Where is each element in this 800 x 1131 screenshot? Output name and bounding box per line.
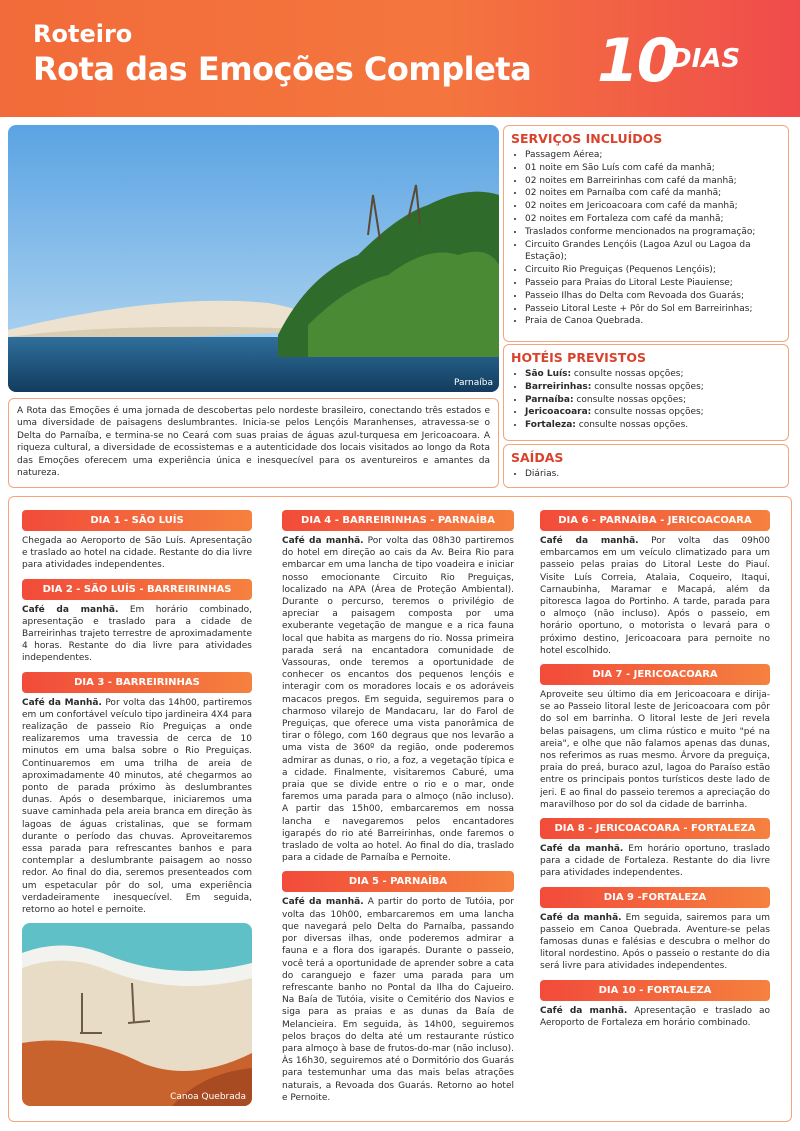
duration-number: 10 — [597, 26, 677, 96]
hotel-city: Barreirinhas: — [525, 381, 592, 392]
day-8-header: DIA 8 - JERICOACOARA - FORTALEZA — [540, 818, 770, 839]
day-4-header: DIA 4 - BARREIRINHAS - PARNAÍBA — [282, 510, 514, 531]
hotels-box — [503, 344, 789, 441]
day-10-text: Café da manhã. Apresentação e traslado ao Aeroporto de Fortaleza em horário combinado. — [540, 1005, 770, 1028]
day-6-text: Café da manhã. Por volta das 09h00 embarcamos em um veículo climatizado para um passeio pelas praias do Litoral Leste do Piauí. Visite Luís Correia, Atalaia, Coqueiro, Itaqui, Carnaubinha, Maramar e Macapá, além da pitoresca lagoa do Portinho. A tarde, parada para o almoço (não incluso). Após o passeio, em horário oportuno, o motorista o levará para o próximo destino, Jericoacoara para pernoite no hotel escolhido. — [540, 536, 770, 656]
departures-box — [503, 444, 789, 488]
day-1-text: Chegada ao Aeroporto de São Luís. Apresentação e traslado ao hotel na cidade. Restante do dia livre para atividades independentes. — [22, 536, 252, 571]
list-item: • Traslados conforme mencionados na programação; — [525, 226, 781, 239]
day-3-text: Café da Manhã. Por volta das 14h00, partiremos em um confortável veículo tipo jardineira 4X4 para realização de passeio Rio Preguiças a onde realizaremos uma travessia de cerca de 10 minutos em uma balsa sobre o Rio Preguiças. Continuaremos em uma trilha de areia de aproximadamente 40 minutos, até chegarmos ao ponto de parada próximo às deslumbrantes dunas. Após o desembarque, iniciaremos uma suave caminhada pela areia branca em direção às lagoas de águas cristalinas, que se formam durante o período das chuvas. Aproveitaremos essa parada para refrescantes banhos e para contemplar a deslumbrante paisagem ao nosso redor. Ao final do dia, seremos presenteados com um espetacular pôr do sol, uma experiência verdadeiramente inesquecível. Em seguida, retorno ao hotel e pernoite. — [22, 697, 252, 916]
hotel-city: Jericoacoara: — [525, 407, 592, 418]
day-5-header: DIA 5 - PARNAÍBA — [282, 871, 514, 892]
departures-list — [511, 468, 781, 481]
hotel-text: consulte nossas opções; — [571, 369, 684, 379]
day-6-header: DIA 6 - PARNAÍBA - JERICOACOARA — [540, 510, 770, 531]
list-item — [525, 381, 781, 394]
itinerary-column-3 — [540, 510, 770, 1036]
itinerary-column-2 — [282, 510, 514, 1111]
itinerary-column-1 — [22, 510, 252, 1106]
list-item: • 02 noites em Fortaleza com café da manhã; — [525, 213, 781, 226]
hotels-title: HOTÉIS PREVISTOS — [511, 350, 646, 365]
list-item: • 02 noites em Barreirinhas com café da manhã; — [525, 175, 781, 188]
list-item: • 01 noite em São Luís com café da manhã; — [525, 162, 781, 175]
day-7-header: DIA 7 - JERICOACOARA — [540, 664, 770, 685]
services-list — [511, 149, 781, 328]
list-item: • Diárias. — [525, 468, 781, 481]
day-5-text: Café da manhã. A partir do porto de Tutóia, por volta das 10h00, embarcaremos em uma lancha que navegará pelo Delta do Parnaíba, passando por diversas ilhas, onde poderemos admirar a fauna e a flora dos igarapés. Durante o passeio, você terá a oportunidade de aprender sobre a cata do caranguejo e fazer uma parada para um refrescante banho no Pontal da Ilha do Cajueiro. Na Baía de Tutóia, visite o Cemitério dos Navios e siga para as praias e as dunas da Baía de Melancieira. Em seguida, às 14h00, seguiremos pelos braços do delta até um restaurante rústico para almoço à base de frutos-do-mar (não incluso). Às 16h30, seguiremos até o Dormitório dos Guarás para testemunhar uma das mais belas atrações naturais, a Revoada dos Guarás. Retorno ao hotel e Pernoite. — [282, 897, 514, 1103]
duration-unit: DIAS — [670, 44, 741, 74]
departures-title: SAÍDAS — [511, 450, 564, 465]
list-item: • Praia de Canoa Quebrada. — [525, 315, 781, 328]
day-8-text: Café da manhã. Em horário oportuno, traslado para a cidade de Fortaleza. Restante do dia livre para atividades independentes. — [540, 844, 770, 879]
day-4-text: Café da manhã. Por volta das 08h30 partiremos do hotel em direção ao cais da Av. Beira Rio para embarcar em uma lancha de tipo voadeira e iniciar nosso emocionante Circuito Rio Preguiças, localizado na APA (Área de Proteção Ambiental). Durante o percurso, teremos o privilégio de apreciar a paisagem composta por uma exuberante vegetação de mangue e a rica fauna local que habita as margens do rio. Nossa primeira parada será na encantadora comunidade de Vassouras, onde teremos a oportunidade de conhecer os encantos dos pequenos lençóis e interagir com os moradores locais e os adoráveis macacos pregos. Em seguida, seguiremos para o charmoso vilarejo de Mandacaru, lar do Farol de Preguiças, que oferece uma vista panorâmica de tirar o fôlego, com 160 degraus que nos levarão a uma vista de 360º da região, onde poderemos admirar as dunas, o rio, a foz, a vegetação típica e a cidade. Finalmente, visitaremos Caburé, uma praia que se divide entre o rio e o mar, onde faremos uma parada para o almoço (não incluso). A partir das 15h00, embarcaremos em nossa lancha e navegaremos pelos encantadores igarapés do rio até Barreirinhas, onde faremos o traslado de volta ao hotel. Ao final do dia, traslado para a cidade de Parnaíba e Pernoite. — [282, 536, 514, 864]
day-2-text: Café da manhã. Em horário combinado, apresentação e traslado para a cidade de Barreirinhas trajeto terrestre de aproximadamente 4 horas. Restante do dia livre para atividades independentes. — [22, 604, 253, 664]
list-item: • Passagem Aérea; — [525, 149, 781, 162]
list-item — [525, 406, 781, 419]
hotel-text: consulte nossas opções; — [573, 394, 686, 405]
day-2-header: DIA 2 - SÃO LUÍS - BARREIRINHAS — [22, 579, 252, 600]
day-10-header: DIA 10 - FORTALEZA — [540, 980, 770, 1001]
header-banner — [0, 0, 800, 117]
list-item: • Circuito Grandes Lençóis (Lagoa Azul ou Lagoa da Estação); — [525, 239, 781, 265]
list-item: • 02 noites em Parnaíba com café da manhã; — [525, 187, 781, 200]
list-item: • Passeio Ilhas do Delta com Revoada dos Guarás; — [525, 290, 781, 303]
services-box — [503, 125, 789, 342]
intro-text: A Rota das Emoções é uma jornada de descobertas pelo nordeste brasileiro, conectando três estados e uma diversidade de paisagens deslumbrantes. Inicia-se pelos Lençóis Maranhenses, atravessa-se o Delta do Parnaíba, e termina-se no Ceará com suas praias de águas azul-turquesa em Jericoacoara. A riqueza cultural, a diversidade de ecossistemas e a autenticidade dos locais visitados ao longo da Rota das Emoções oferecem uma experiência única e inesquecível para os aventureiros e amantes da natureza. — [8, 398, 499, 488]
day-7-text: Aproveite seu último dia em Jericoacoara e dirija-se ao Passeio litoral leste de Jericoacoara com pôr do sol em barrinha. O litoral leste de Jeri revela belas paisagens, um clima rústico e muito "pé na areia", e olhe que não falamos apenas das dunas, nos referimos as ruas mesmo. Árvore da preguiça, praia do preá, buraco azul, lagoa do Paraíso estão entre os principais pontos turísticos deste lado de jeri. E ao final do passeio teremos a apreciação do maravilhoso por do sol da cidade de barrinha. — [540, 690, 770, 810]
hotel-city: São Luís: — [525, 369, 572, 379]
list-item: • Passeio para Praias do Litoral Leste Piauiense; — [525, 277, 781, 290]
parnaiba-photo — [8, 125, 499, 392]
parnaiba-landscape-image — [8, 125, 499, 392]
hotel-text: consulte nossas opções; — [591, 381, 704, 392]
hotel-text: consulte nossas opções; — [591, 407, 704, 418]
list-item — [525, 394, 781, 407]
hotel-city: Fortaleza: — [525, 420, 576, 431]
services-title: SERVIÇOS INCLUÍDOS — [511, 131, 663, 146]
list-item: • Passeio Litoral Leste + Pôr do Sol em Barreirinhas; — [525, 303, 781, 316]
list-item: • Circuito Rio Preguiças (Pequenos Lençóis); — [525, 264, 781, 277]
day-1-header: DIA 1 - SÃO LUÍS — [22, 510, 252, 531]
subtitle: Roteiro — [33, 20, 133, 48]
photo-caption: Parnaíba — [453, 378, 493, 388]
hotels-list — [511, 368, 781, 432]
list-item: • 02 noites em Jericoacoara com café da manhã; — [525, 200, 781, 213]
list-item — [525, 368, 781, 381]
canoa-quebrada-photo — [22, 923, 252, 1106]
hotel-city: Parnaíba: — [525, 394, 574, 405]
day-3-header: DIA 3 - BARREIRINHAS — [22, 672, 252, 693]
list-item — [525, 419, 781, 432]
photo-caption: Canoa Quebrada — [170, 1092, 246, 1103]
hotel-text: consulte nossas opções. — [575, 420, 689, 431]
day-9-header: DIA 9 -FORTALEZA — [540, 887, 770, 908]
canoa-quebrada-image — [22, 923, 252, 1106]
day-9-text: Café da manhã. Em seguida, sairemos para um passeio em Canoa Quebrada. Aventure-se pelas famosas dunas e falésias e descubra o melhor do litoral nordestino. Após o passeio o restante do dia será livre para atividades independentes. — [540, 912, 770, 972]
page-title: Rota das Emoções Completa — [33, 50, 532, 88]
